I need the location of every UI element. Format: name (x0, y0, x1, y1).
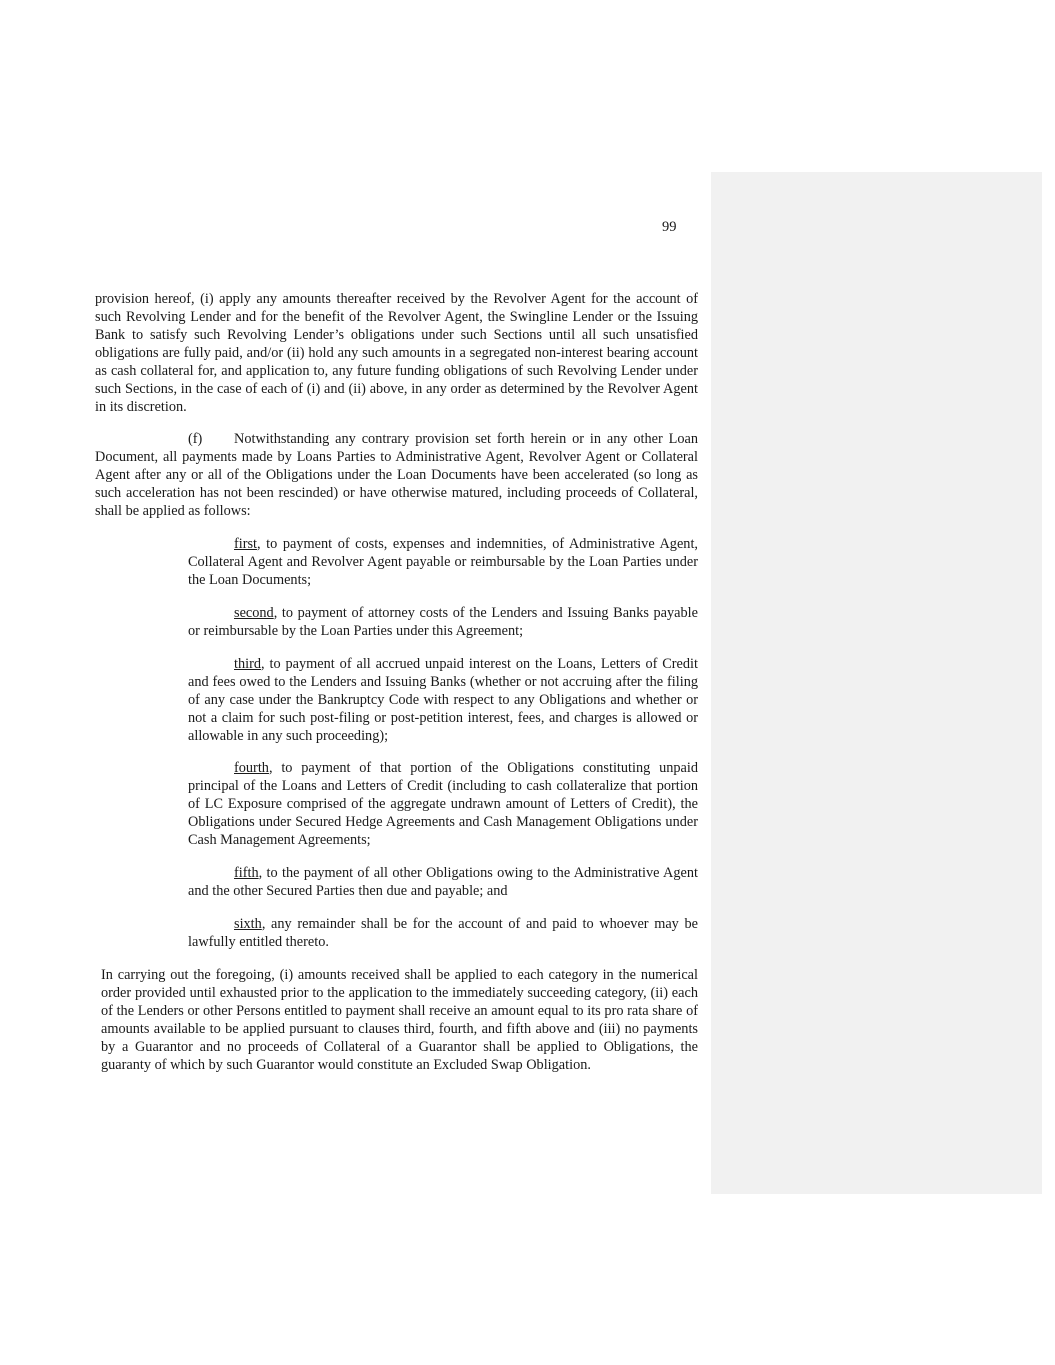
waterfall-text: , any remainder shall be for the account of and paid to whoever may be lawfully entitled thereto. (188, 916, 698, 950)
waterfall-ordinal: first (234, 536, 258, 552)
clause-f-paragraph (95, 430, 698, 520)
clause-f-label: (f) (188, 431, 203, 447)
waterfall-text: , to payment of that portion of the Obligations constituting unpaid principal of the Loans and Letters of Credit (including to cash collateralize that portion of LC Exposure comprised of the aggregate undrawn amount of Letters of Credit), the Obligations under Secured Hedge Agreements and Cash Management Obligations under Cash Management Agreements; (188, 760, 698, 848)
waterfall-text: , to the payment of all other Obligations owing to the Administrative Agent and the other Secured Parties then due and payable; and (188, 865, 698, 899)
waterfall-text: , to payment of all accrued unpaid interest on the Loans, Letters of Credit and fees owed to the Lenders and Issuing Banks (whether or not accruing after the filing of any case under the Bankruptcy Code with respect to any Obligations and whether or not a claim for such post-filing or post-petition interest, fees, and charges is allowed or allowable in any such proceeding); (188, 656, 698, 744)
waterfall-item-third (188, 655, 698, 745)
waterfall-ordinal: second (234, 605, 274, 621)
waterfall-text: , to payment of costs, expenses and indemnities, of Administrative Agent, Collateral Agent and Revolver Agent payable or reimbursable by the Loan Parties under the Loan Documents; (188, 536, 698, 588)
intro-paragraph: provision hereof, (i) apply any amounts thereafter received by the Revolver Agent for the account of such Revolving Lender and for the benefit of the Revolver Agent, the Swingline Lender or the Issuing Bank to satisfy such Revolving Lender’s obligations under such Sections until all such unsatisfied obligations are fully paid, and/or (ii) hold any such amounts in a segregated non-interest bearing account as cash collateral for, and application to, any future funding obligations of such Revolving Lender under such Sections, in the case of each of (i) and (ii) above, in any order as determined by the Revolver Agent in its discretion. (95, 291, 698, 415)
waterfall-text: , to payment of attorney costs of the Lenders and Issuing Banks payable or reimbursable by the Loan Parties under this Agreement; (188, 605, 698, 639)
waterfall-item-first (188, 535, 698, 589)
closing-paragraph: In carrying out the foregoing, (i) amounts received shall be applied to each category in the numerical order provided until exhausted prior to the application to the immediately succeeding category, (ii) each of the Lenders or other Persons entitled to payment shall receive an amount equal to its pro rata share of amounts available to be applied pursuant to clauses third, fourth, and fifth above and (iii) no payments by a Guarantor and no proceeds of Collateral of a Guarantor shall be applied to Obligations, the guaranty of which by such Guarantor would constitute an Excluded Swap Obligation. (101, 967, 698, 1073)
waterfall-ordinal: fifth (234, 865, 259, 881)
waterfall-item-fifth (188, 864, 698, 900)
waterfall-item-second (188, 604, 698, 640)
clause-f-text: Notwithstanding any contrary provision set forth herein or in any other Loan Document, all payments made by Loans Parties to Administrative Agent, Revolver Agent or Collateral Agent after any or all of the Obligations under the Loan Documents have been accelerated (so long as such acceleration has not been rescinded) or have otherwise matured, including proceeds of Collateral, shall be applied as follows: (95, 431, 698, 519)
waterfall-item-fourth (188, 759, 698, 849)
waterfall-ordinal: fourth (234, 760, 269, 776)
waterfall-ordinal: third (234, 656, 262, 672)
comment-pane (711, 172, 1042, 1194)
waterfall-item-sixth (188, 915, 698, 951)
waterfall-ordinal: sixth (234, 916, 262, 932)
page-number: 99 (662, 219, 677, 235)
